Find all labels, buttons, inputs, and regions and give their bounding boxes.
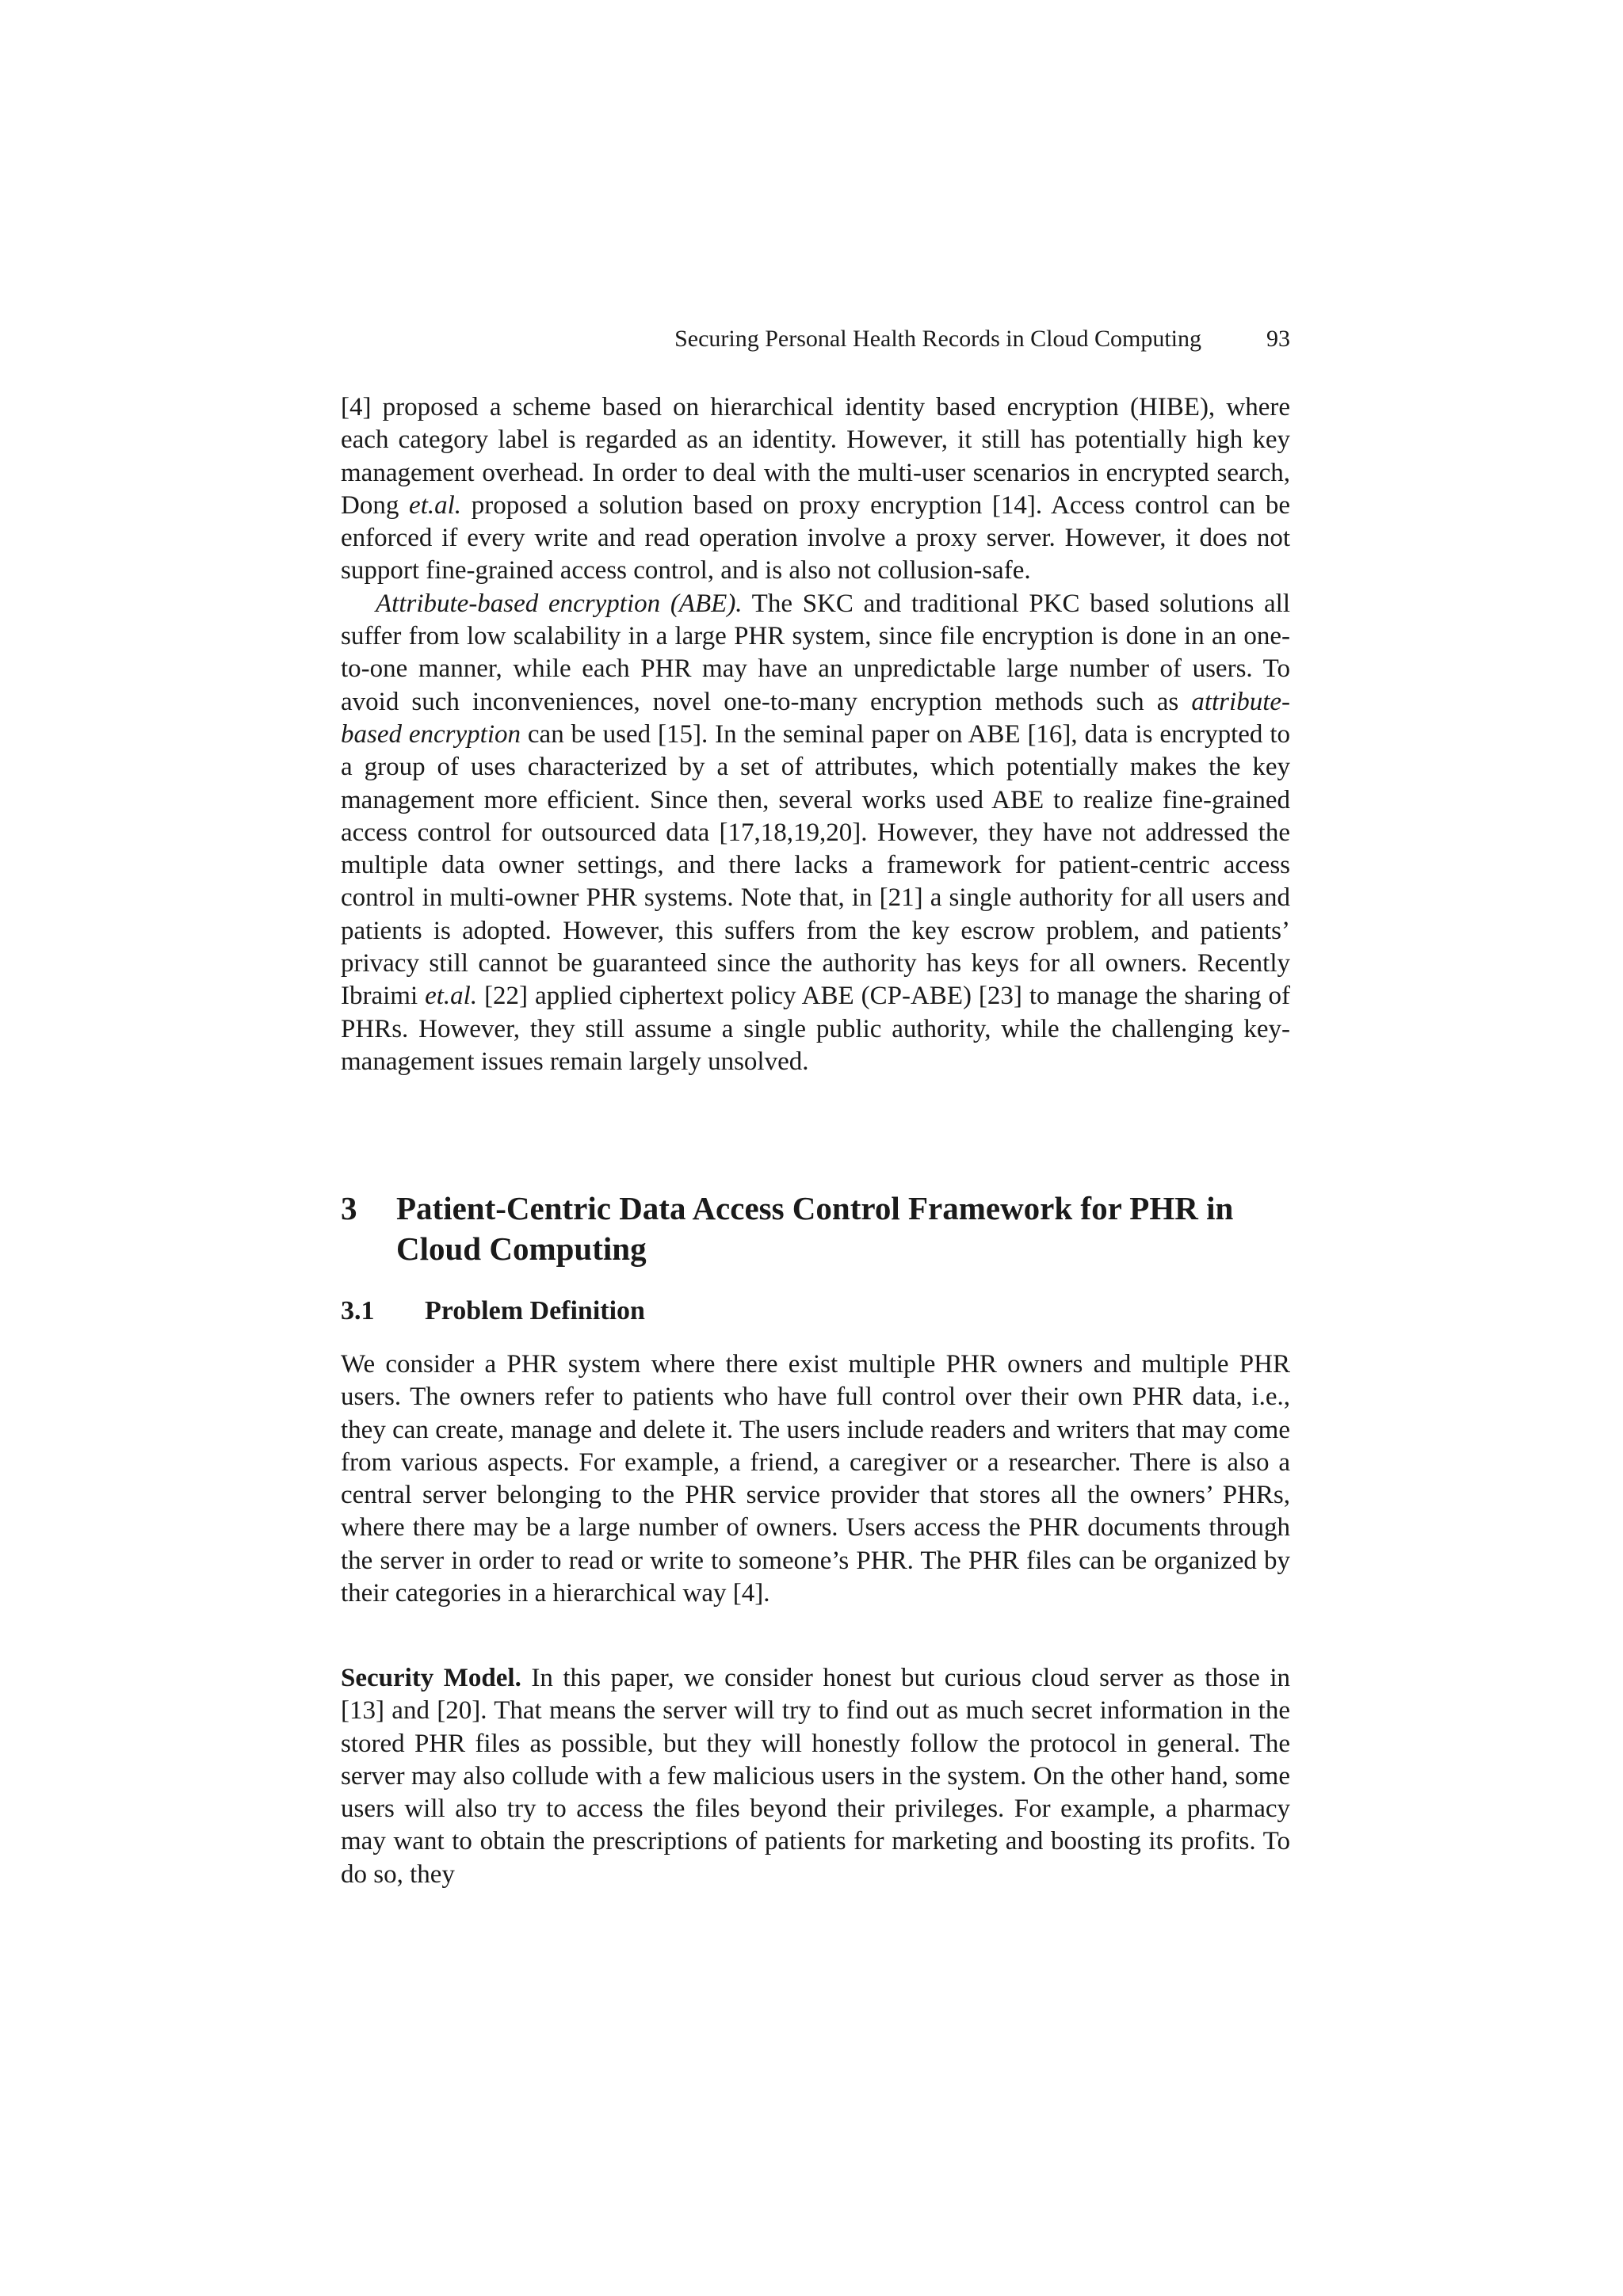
section-number: 3	[341, 1190, 357, 1226]
body-text-top	[341, 391, 1290, 1078]
paragraph-text: The SKC and traditional PKC based solutions all suffer from low scalability in a large PHR system, since file encryption is done in an one-to-one manner, while each PHR may have an unpredictable large number of users. To avoid such inconveniences, novel one-to-many encryption methods such as	[341, 589, 1290, 716]
section-heading	[341, 1188, 1290, 1269]
subsection-number: 3.1	[341, 1296, 375, 1325]
paragraph-lead-in: Security Model.	[341, 1664, 521, 1692]
emphasis-etal: et.al.	[409, 490, 462, 520]
section-title: Patient-Centric Data Access Control Framework for PHR in Cloud Computing	[396, 1190, 1234, 1267]
page-number: 93	[1266, 326, 1290, 352]
paragraph-text: proposed a solution based on proxy encryption [14]. Access control can be enforced if every write and read operation involve a proxy server. However, it does not support fine-grained access control, and is also not collusion-safe.	[341, 490, 1290, 585]
running-head-title: Securing Personal Health Records in Cloud Computing	[674, 326, 1201, 352]
paragraph-security-model	[341, 1662, 1290, 1891]
subsection-heading	[341, 1295, 1290, 1328]
emphasis-attribute-based-encryption: attribute-based encryption	[341, 687, 1290, 749]
body-text-security-model	[341, 1662, 1290, 1891]
paragraph-text: [4] proposed a scheme based on hierarchical identity based encryption (HIBE), where each category label is regarded as an identity. However, it still has potentially high key management overhead. In order to deal with the multi-user scenarios in encrypted search, Dong	[341, 393, 1290, 520]
running-head	[341, 323, 1290, 355]
paragraph-text: [22] applied ciphertext policy ABE (CP-ABE) [23] to manage the sharing of PHRs. However, they still assume a single public authority, while the challenging key-management issues remain largely unsolved.	[341, 982, 1290, 1076]
paragraph-text: can be used [15]. In the seminal paper on ABE [16], data is encrypted to a group of uses characterized by a set of attributes, which potentially makes the key management more efficient. Since then, several works used ABE to realize fine-grained access control for outsourced data [17,18,19,20]. However, they have not addressed the multiple data owner settings, and there lacks a framework for patient-centric access control in multi-owner PHR systems. Note that, in [21] a single authority for all users and patients is adopted. However, this suffers from the key escrow problem, and patients’ privacy still cannot be guaranteed since the authority has keys for all owners. Recently Ibraimi	[341, 719, 1290, 1011]
paragraph-phr-system: We consider a PHR system where there exist multiple PHR owners and multiple PHR users. The owners refer to patients who have full control over their own PHR data, i.e., they can create, manage and delete it. The users include readers and writers that may come from various aspects. For example, a friend, a caregiver or a researcher. There is also a central server belonging to the PHR service provider that stores all the owners’ PHRs, where there may be a large number of owners. Users access the PHR documents through the server in order to read or write to someone’s PHR. The PHR files can be organized by their categories in a hierarchical way [4].	[341, 1350, 1290, 1608]
paragraph-text: In this paper, we consider honest but curious cloud server as those in [13] and [20]. That means the server will try to find out as much secret information in the stored PHR files as possible, but they will honestly follow the protocol in general. The server may also collude with a few malicious users in the system. On the other hand, some users will also try to access the files beyond their privileges. For example, a pharmacy may want to obtain the prescriptions of patients for marketing and boosting its profits. To do so, they	[341, 1664, 1290, 1889]
paragraph-lead-in: Attribute-based encryption (ABE).	[376, 589, 743, 618]
subsection-title: Problem Definition	[425, 1296, 645, 1325]
paragraph-abe	[341, 588, 1290, 1078]
paragraph-hibe-proxy	[341, 391, 1290, 588]
emphasis-etal: et.al.	[425, 982, 478, 1011]
body-text-problem-definition	[341, 1348, 1290, 1610]
